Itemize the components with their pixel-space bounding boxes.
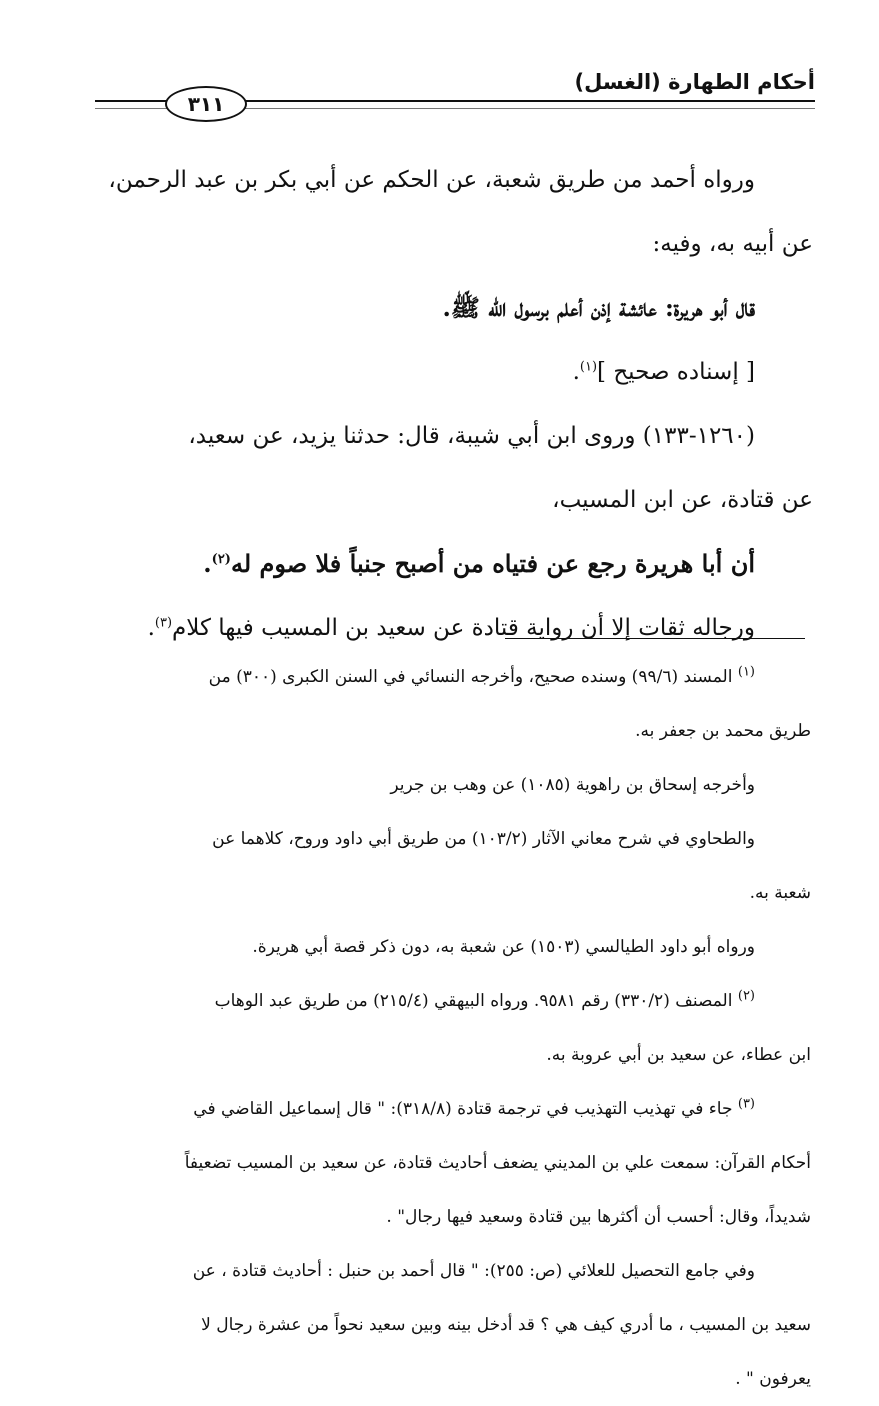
- body-line: عن أبيه به، وفيه:: [652, 231, 813, 257]
- hadith-text: أن أبا هريرة رجع عن فتياه من أصبح جنباً فلا صوم له$^{(٢)}$.: [203, 549, 755, 578]
- footnote-line: $^{(٢)}$ المصنف (٣٣٠/٢) رقم ٩٥٨١. ورواه البيهقي (٢١٥/٤) من طريق عبد الوهاب: [214, 988, 755, 1011]
- footnote-marker: (٢): [211, 552, 231, 567]
- footnote-line: طريق محمد بن جعفر به.: [635, 721, 811, 741]
- footnote-line: وأخرجه إسحاق بن راهوية (١٠٨٥) عن وهب بن جرير: [390, 775, 755, 795]
- body-line: عن قتادة، عن ابن المسيب،: [552, 487, 813, 513]
- footnote-line: أحكام القرآن: سمعت علي بن المديني يضعف أحاديث قتادة، عن سعيد بن المسيب تضعيفاً: [184, 1153, 811, 1173]
- body-line: ورجاله ثقات إلا أن رواية قتادة عن سعيد بن المسيب فيها كلام$^{(٣)}$.: [147, 615, 755, 641]
- footnote-line: شعبة به.: [749, 883, 811, 903]
- isnad-grade: [ إسناده صحيح ]$^{(١)}$.: [572, 359, 755, 385]
- footnote-separator: [505, 638, 805, 639]
- footnote-marker: (١): [579, 359, 598, 375]
- footnote-line: يعرفون " .: [735, 1369, 811, 1389]
- footnote-number: (٣): [737, 1096, 755, 1112]
- footnote-line: سعيد بن المسيب ، ما أدري كيف هي ؟ قد أدخل بينه وبين سعيد نحواً من عشرة رجال لا: [201, 1315, 811, 1335]
- footnote-line: شديداً، وقال: أحسب أن أكثرها بين قتادة وسعيد فيها رجال" .: [386, 1207, 811, 1227]
- footnote-line: ورواه أبو داود الطيالسي (١٥٠٣) عن شعبة به، دون ذكر قصة أبي هريرة.: [252, 937, 755, 957]
- page-header: [95, 62, 815, 122]
- hadith-text: قال أبو هريرة: عائشة إذن أعلم برسول الله ﷺ.: [442, 293, 755, 322]
- main-text: [95, 148, 813, 660]
- footnote-line: والطحاوي في شرح معاني الآثار (١٠٣/٢) من طريق أبي داود وروح، كلاهما عن: [212, 829, 755, 849]
- footnotes: [95, 650, 811, 1406]
- footnote-number: (١): [737, 664, 755, 680]
- running-title: أحكام الطهارة (الغسل): [574, 70, 815, 94]
- footnote-line: $^{(٣)}$ جاء في تهذيب التهذيب في ترجمة قتادة (٣١٨/٨): " قال إسماعيل القاضي في: [193, 1096, 755, 1119]
- footnote-line: وفي جامع التحصيل للعلائي (ص: ٢٥٥): " قال أحمد بن حنبل : أحاديث قتادة ، عن: [192, 1261, 755, 1281]
- footnote-marker: (٣): [154, 615, 173, 631]
- page-number: ٣١١: [165, 86, 247, 122]
- footnote-number: (٢): [737, 988, 755, 1004]
- body-line: ورواه أحمد من طريق شعبة، عن الحكم عن أبي بكر بن عبد الرحمن،: [108, 167, 755, 193]
- footnote-line: $^{(١)}$ المسند (٩٩/٦) وسنده صحيح، وأخرجه النسائي في السنن الكبرى (٣٠٠) من: [208, 664, 755, 687]
- footnote-line: ابن عطاء، عن سعيد بن أبي عروبة به.: [546, 1045, 811, 1065]
- body-line: (١٢٦٠-١٣٣) وروى ابن أبي شيبة، قال: حدثنا يزيد، عن سعيد،: [188, 423, 755, 449]
